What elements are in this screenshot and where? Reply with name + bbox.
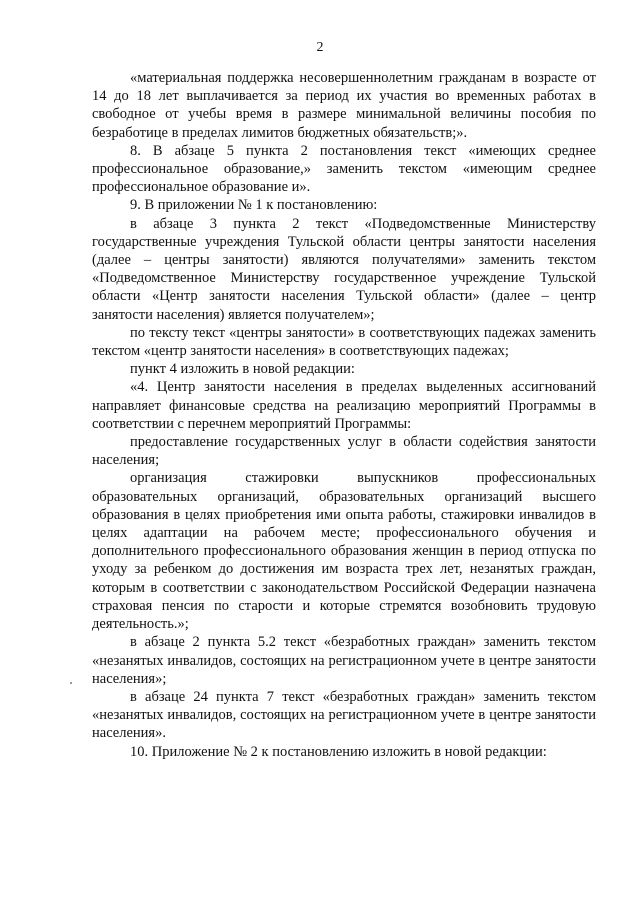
paragraph-point-5-2: в абзаце 2 пункта 5.2 текст «безработных граждан» заменить текстом «незанятых инвалидов, состоящих на регистрационном учете в центре занятости населения»; (92, 634, 596, 687)
paragraph-point-4: «4. Центр занятости населения в пределах выделенных ассигнований направляет финансовые средства на реализацию мероприятий Программы в соответствии с перечнем мероприятий Программы: (92, 379, 596, 432)
paragraph-point-7: в абзаце 24 пункта 7 текст «безработных граждан» заменить текстом «незанятых инвалидов, состоящих на регистрационном учете в центре занятости населения». (92, 688, 596, 742)
page-number: 2 (316, 40, 324, 55)
paragraph-clause-3-point-2: в абзаце 3 пункта 2 текст «Подведомственные Министерству государственные учреждения Тульской области центры занятости населения (далее – центры занятости) являются получателями» заменить текстом «Подведомственное Министерству государственное учреждение Тульской области «Центр занятости населения Тульской области» (далее – центр занятости населения) является получателем»; (92, 215, 596, 323)
paragraph-point-4-intro: пункт 4 изложить в новой редакции: (130, 361, 355, 378)
paragraph-item-8: 8. В абзаце 5 пункта 2 постановления текст «имеющих среднее профессиональное образование,» заменить текстом «имеющим среднее профессиональное образование и». (92, 142, 596, 196)
margin-dot (70, 682, 72, 684)
paragraph-item-9: 9. В приложении № 1 к постановлению: (130, 197, 378, 214)
paragraph-allowance-quote: «материальная поддержка несовершеннолетним гражданам в возрасте от 14 до 18 лет выплачивается за период их участия во временных работах в свободное от учебы время в размере минимальной величины пособия по безработице в пределах лимитов бюджетных обязательств;». (92, 70, 596, 141)
document-body (92, 69, 596, 761)
paragraph-text-replacement: по тексту текст «центры занятости» в соответствующих падежах заменить текстом «центр занятости населения» в соответствующих падежах; (92, 324, 596, 360)
paragraph-state-services: предоставление государственных услуг в области содействия занятости населения; (92, 434, 596, 469)
paragraph-internships: организация стажировки выпускников профессиональных образовательных организаций, образовательных организаций высшего образования в целях приобретения ими опыта работы, стажировки инвалидов в целях адаптации на рабочем месте; профессионального обучения и дополнительного профессионального образования женщин в период отпуска по уходу за ребенком до достижения им возраста трех лет, незанятых граждан, которым в соответствии с законодательством Российской Федерации назначена страховая пенсия по старости и которые стремятся возобновить трудовую деятельность.»; (92, 470, 596, 633)
paragraph-item-10: 10. Приложение № 2 к постановлению изложить в новой редакции: (130, 743, 547, 760)
